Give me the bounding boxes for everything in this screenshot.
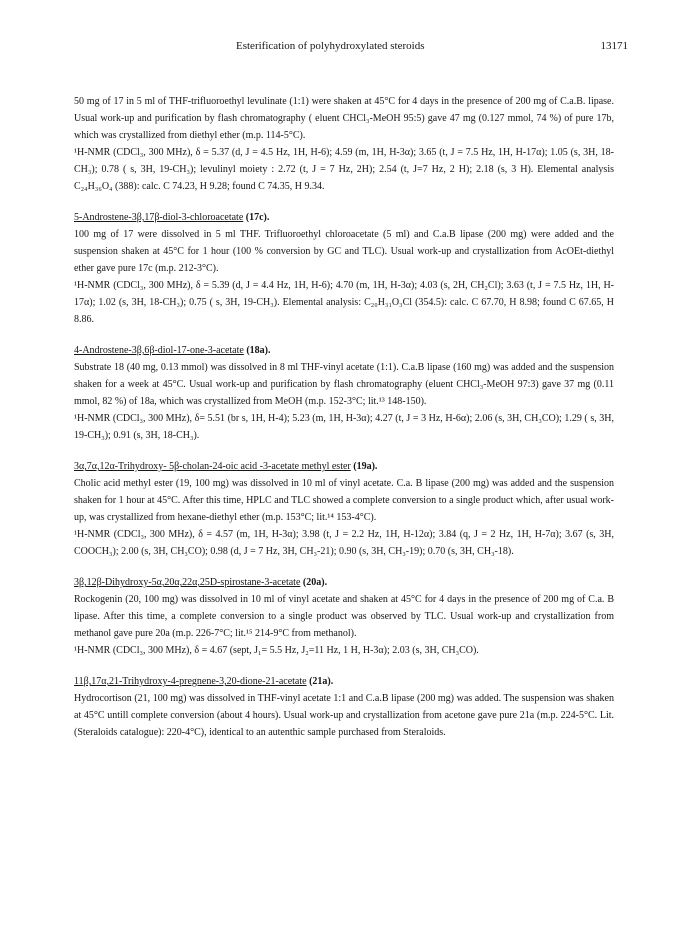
compound-name: 11β,17α,21-Trihydroxy-4-pregnene-3,20-dione-21-acetate xyxy=(74,676,307,687)
section-heading xyxy=(74,673,614,690)
compound-label: (20a). xyxy=(300,577,328,588)
page-number: 13171 xyxy=(600,40,628,52)
section-heading xyxy=(74,342,614,359)
procedure-text: 50 mg of 17 in 5 ml of THF-trifluoroethyl levulinate (1:1) were shaken at 45°C for 4 days in the presence of 200 mg of C.a.B. lipase. Usual work-up and purification by flash chromatography ( eluent CHCl₃-MeOH 95:5) gave 47 mg (0.127 mmol, 74 %) of pure 17b, which was crystallized from diethyl ether (m.p. 114-5°C). xyxy=(74,96,614,141)
compound-name: 3β,12β-Dihydroxy-5α,20α,22α,25D-spirostane-3-acetate xyxy=(74,577,301,588)
section-heading xyxy=(74,574,614,591)
compound-name: 5-Androstene-3β,17β-diol-3-chloroacetate xyxy=(74,212,244,223)
compound-name: 4-Androstene-3β,6β-diol-17-one-3-acetate xyxy=(74,345,244,356)
compound-name: 3α,7α,12α-Trihydroxy- 5β-cholan-24-oic acid -3-acetate methyl ester xyxy=(74,461,351,472)
experimental-body xyxy=(74,93,614,755)
nmr-data: ¹H-NMR (CDCl₃, 300 MHz), δ = 5.37 (d, J = 4.5 Hz, 1H, H-6); 4.59 (m, 1H, H-3α); 3.65 (t, J = 7.5 Hz, 1H, H-17α); 1.05 (s, 3H, 18-CH₃); 0.78 ( s, 3H, 19-CH₃); levulinyl moiety : 2.72 (t, J = 7 Hz, 2H); 2.54 (t, J=7 Hz, 2 H); 2.18 (s, 3 H). Elemental analysis C₂₄H₃₆O₄ (388): calc. C 74.23, H 9.28; found C 74.35, H 9.34. xyxy=(74,147,614,192)
compound-label: (21a). xyxy=(306,676,334,687)
nmr-data: ¹H-NMR (CDCl₃, 300 MHz), δ= 5.51 (br s, 1H, H-4); 5.23 (m, 1H, H-3α); 4.27 (t, J = 3 Hz, H-6α); 2.06 (s, 3H, CH₃CO); 1.29 ( s, 3H, 19-CH₃); 0.91 (s, 3H, 18-CH₃). xyxy=(74,413,614,441)
section-heading xyxy=(74,458,614,475)
section-21a xyxy=(74,673,614,741)
nmr-data: ¹H-NMR (CDCl₃, 300 MHz), δ = 4.67 (sept, J₁= 5.5 Hz, J₂=11 Hz, 1 H, H-3α); 2.03 (s, 3H, CH₃CO). xyxy=(74,645,479,656)
section-18a xyxy=(74,342,614,444)
section-17c xyxy=(74,209,614,328)
section-19a xyxy=(74,458,614,560)
section-heading xyxy=(74,209,614,226)
nmr-data: ¹H-NMR (CDCl₃, 300 MHz), δ = 4.57 (m, 1H, H-3α); 3.98 (t, J = 2.2 Hz, 1H, H-12α); 3.84 (q, J = 2 Hz, 1H, H-7α); 3.67 (s, 3H, COOCH₃); 2.00 (s, 3H, CH₃CO); 0.98 (d, J = 7 Hz, 3H, CH₃-21); 0.90 (s, 3H, CH₃-19); 0.70 (s, 3H, CH₃-18). xyxy=(74,529,614,557)
nmr-data: ¹H-NMR (CDCl₃, 300 MHz), δ = 5.39 (d, J = 4.4 Hz, 1H, H-6); 4.70 (m, 1H, H-3α); 4.03 (s, 2H, CH₂Cl); 3.63 (t, J = 7.5 Hz, 1H, H-17α); 1.02 (s, 3H, 18-CH₃); 0.75 ( s, 3H, 19-CH₃). Elemental analysis: C₂₀H₃₁O₃Cl (354.5): calc. C 67.70, H 8.98; found C 67.65, H 8.86. xyxy=(74,280,614,325)
running-title: Esterification of polyhydroxylated steroids xyxy=(236,40,425,52)
procedure-text: Hydrocortison (21, 100 mg) was dissolved in THF-vinyl acetate 1:1 and C.a.B lipase (200 mg) was added. The suspension was shaken at 45°C untill complete conversion (about 4 hours). Usual work-up and crystallization from acetone gave pure 21a (m.p. 224-5°C. Lit. (Steraloids catalogue): 220-4°C), identical to an autenthic sample purchased from Steraloids. xyxy=(74,693,614,738)
section-17b xyxy=(74,93,614,195)
section-20a xyxy=(74,574,614,659)
procedure-text: Cholic acid methyl ester (19, 100 mg) was dissolved in 10 ml of vinyl acetate. C.a. B lipase (200 mg) was added and the suspension shaken for 1 hour at 45°C. After this time, HPLC and TLC showed a complete conversion to a single product which, after usual work-up, was crystallized from hexane-diethyl ether (m.p. 153°C; lit.¹⁴ 153-4°C). xyxy=(74,478,614,523)
page-header xyxy=(0,40,680,56)
procedure-text: 100 mg of 17 were dissolved in 5 ml THF. Trifluoroethyl chloroacetate (5 ml) and C.a.B lipase (200 mg) were added and the suspension shaken at 45°C for 1 hour (100 % conversion by GC and TLC). Usual work-up and crystallization from AcOEt-diethyl ether gave pure 17c (m.p. 212-3°C). xyxy=(74,229,614,274)
compound-label: (19a). xyxy=(350,461,378,472)
procedure-text: Substrate 18 (40 mg, 0.13 mmol) was dissolved in 8 ml THF-vinyl acetate (1:1). C.a.B lipase (160 mg) was added and the suspension shaken for a week at 45°C. Usual work-up and purification by flash chromatography (eluent CHCl₃-MeOH 97:3) gave 37 mg (0.11 mmol, 82 %) of 18a, which was crystallized from MeOH (m.p. 152-3°C; lit.¹³ 148-150). xyxy=(74,362,614,407)
compound-label: (17c). xyxy=(243,212,270,223)
procedure-text: Rockogenin (20, 100 mg) was dissolved in 10 ml of vinyl acetate and shaken at 45°C for 4 days in the presence of 200 mg of C.a. B lipase. After this time, a complete conversion to a single product was observed by TLC. Usual work-up and crystallization from methanol gave pure 20a (m.p. 226-7°C; lit.¹⁵ 214-9°C from methanol). xyxy=(74,594,614,639)
compound-label: (18a). xyxy=(243,345,271,356)
